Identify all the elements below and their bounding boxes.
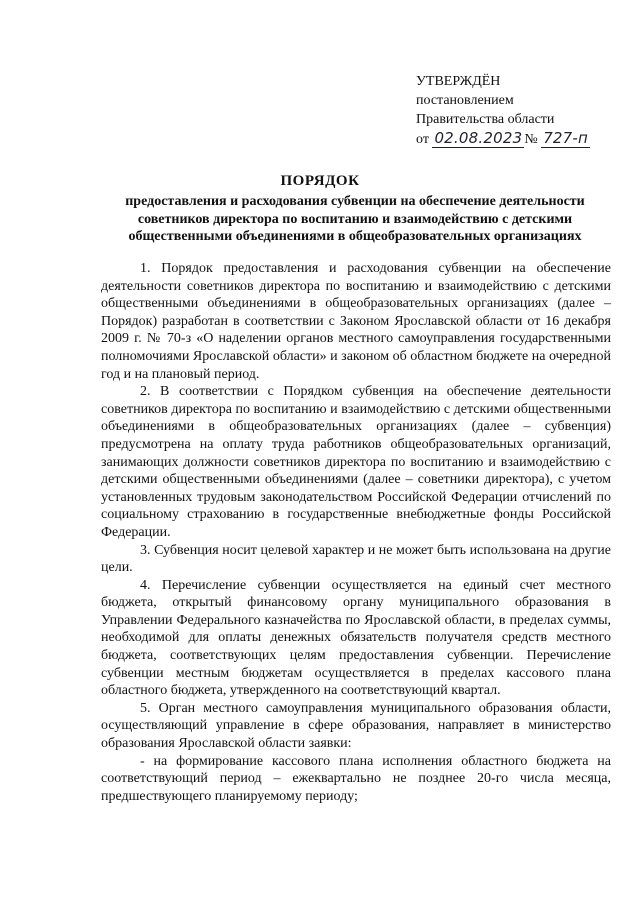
paragraph-5-item-1: - на формирование кассового плана исполнения областного бюджета на соответствующий период – ежеквартально не позднее 20-го числа месяца, предшествующего планируемому периоду; xyxy=(101,753,611,804)
approval-stamp-block xyxy=(416,72,626,149)
approval-by-resolution: постановлением xyxy=(416,93,514,108)
date-prefix: от xyxy=(416,132,429,147)
approval-heading: УТВЕРЖДЁН xyxy=(416,74,501,89)
document-subtitle: предоставления и расходования субвенции на обеспечение деятельности советников директора по воспитанию и взаимодействию с детскими общественными объединениями в общеобразовательных организациях xyxy=(125,194,585,244)
document-body xyxy=(101,260,611,805)
document-title: ПОРЯДОК xyxy=(280,173,360,189)
paragraph-3: 3. Субвенция носит целевой характер и не может быть использована на другие цели. xyxy=(101,542,611,576)
approval-issuer: Правительства области xyxy=(416,112,555,127)
approval-date-number xyxy=(416,129,626,149)
paragraph-1: 1. Порядок предоставления и расходования субвенции на обеспечение деятельности советников директора по воспитанию и взаимодействию с детскими общественными объединениями в общеобразовательных организациях (далее – Порядок) разработан в соответствии с Законом Ярославской области от 16 декабря 2009 г. № 70-з «О наделении органов местного самоуправления государственными полномочиями Ярославской области» и законом об областном бюджете на очередной год и на плановый период. xyxy=(101,261,611,382)
paragraph-2: 2. В соответствии с Порядком субвенция на обеспечение деятельности советников директора по воспитанию и взаимодействию с детскими общественными объединениями в общеобразовательных организациях (далее – субвенция) предусмотрена на оплату труда работников общеобразовательных организаций, занимающих должности советников директора по воспитанию и взаимодействию с детскими общественными объединениями (далее – советники директора), с учетом установленных трудовым законодательством Российской Федерации отчислений по социальному страхованию в государственные внебюджетные фонды Российской Федерации. xyxy=(101,384,611,540)
approval-date-handwritten: 02.08.2023 xyxy=(434,129,523,147)
approval-number-handwritten: 727-п xyxy=(543,129,589,147)
paragraph-5: 5. Орган местного самоуправления муниципального образования области, осуществляющий управление в сфере образования, направляет в министерство образования Ярославской области заявки: xyxy=(101,700,611,752)
paragraph-4: 4. Перечисление субвенции осуществляется на единый счет местного бюджета, открытый финансовому органу муниципального образования в Управлении Федерального казначейства по Ярославской области, в пределах суммы, необходимой для оплаты денежных обязательств получателя средств местного бюджета, соответствующих целям предоставления субвенции. Перечисление субвенции местным бюджетам осуществляется в пределах кассового плана областного бюджета, утвержденного на соответствующий квартал. xyxy=(101,577,611,699)
number-sign: № xyxy=(524,132,538,147)
